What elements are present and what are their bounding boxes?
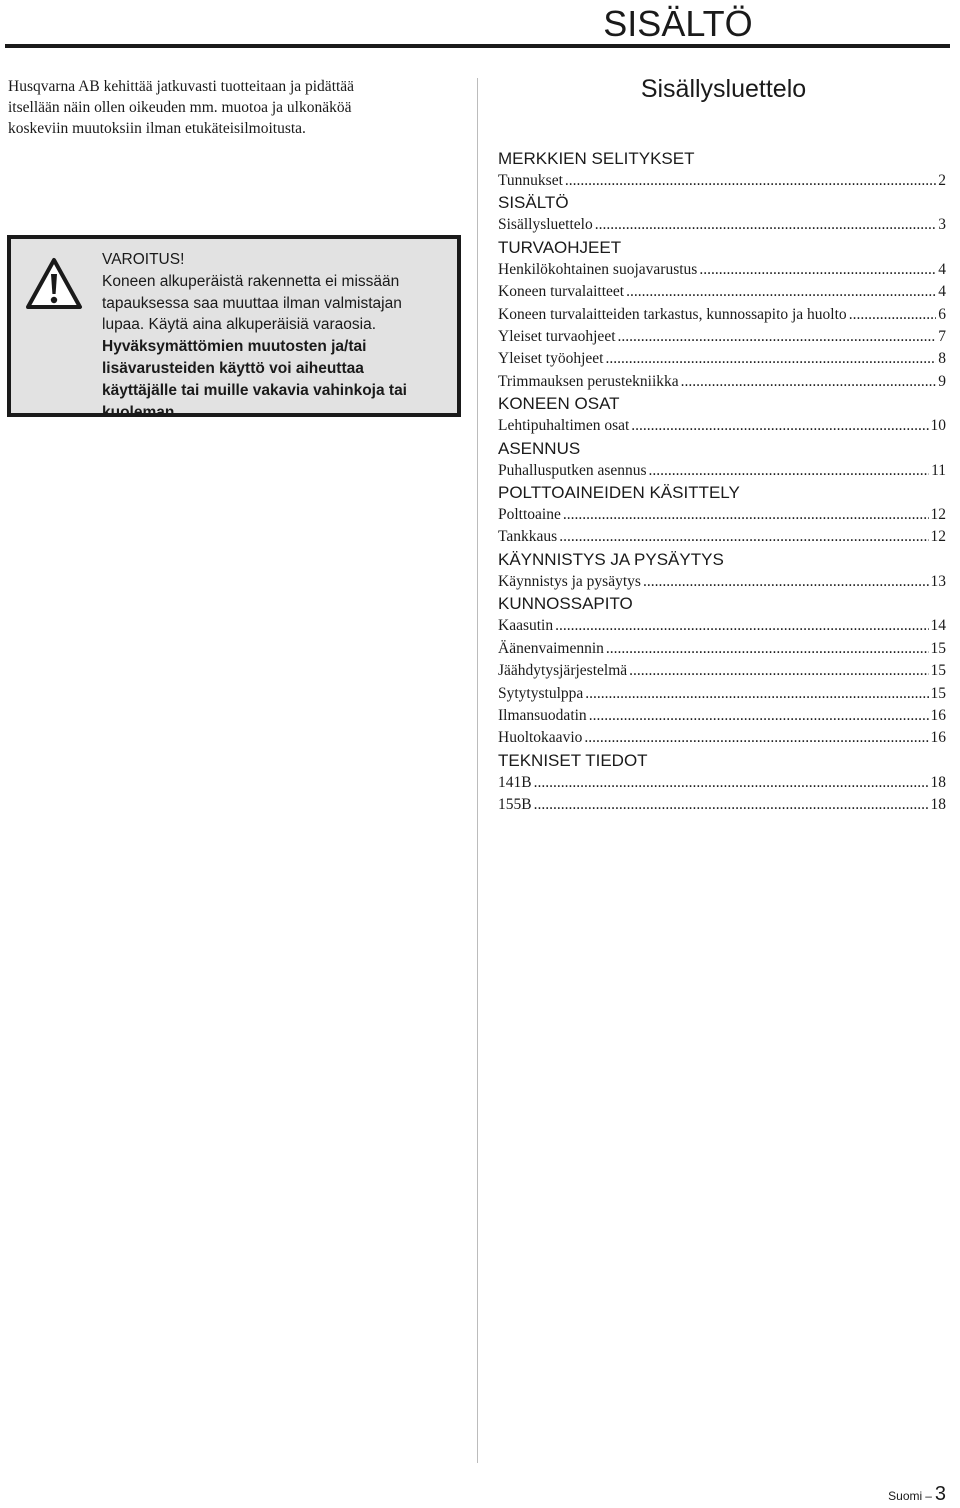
toc-leader-dots: [606, 638, 929, 660]
toc-entry-title: Puhallusputken asennus: [498, 461, 647, 479]
footer-separator: –: [925, 1489, 932, 1503]
toc-section-title: KONEEN OSAT: [498, 394, 620, 414]
warning-line: käyttäjälle tai muille vakavia vahinkoja tai: [102, 381, 407, 399]
toc-leader-dots: [643, 571, 929, 593]
warning-triangle-icon: [25, 257, 83, 311]
header-rule: [5, 44, 950, 48]
toc-entry-title: Tankkaus: [498, 528, 558, 546]
toc-entry[interactable]: [498, 727, 946, 749]
warning-line: Hyväksymättömien muutosten ja/tai: [102, 338, 367, 356]
toc-entry-title: Tunnukset: [498, 172, 563, 189]
toc-leader-dots: [605, 348, 936, 370]
toc-leader-dots: [699, 259, 936, 281]
toc-leader-dots: [681, 371, 937, 393]
toc-entry[interactable]: [498, 638, 946, 660]
toc-entry-title: Yleiset työohjeet: [498, 350, 604, 368]
warning-text: [102, 249, 454, 423]
toc-entry[interactable]: [498, 615, 946, 637]
toc-section-title: MERKKIEN SELITYKSET: [498, 149, 695, 168]
toc-entry[interactable]: [498, 683, 946, 705]
toc-entry[interactable]: [498, 281, 946, 303]
toc-entry-title: Jäähdytysjärjestelmä: [498, 662, 628, 680]
toc-page-number: 7: [938, 328, 946, 346]
warning-line: lupaa. Käytä aina alkuperäisiä varaosia.: [102, 316, 377, 334]
toc-page-number: 18: [930, 773, 946, 791]
toc-page-number: 16: [930, 729, 946, 747]
toc-leader-dots: [559, 526, 928, 548]
page-title-text: SISÄLTÖ: [603, 3, 753, 44]
intro-line: koskeviin muutoksiin ilman etukäteisilmoitusta.: [8, 120, 306, 137]
toc-page-number: 12: [930, 528, 946, 546]
toc-page-number: 16: [930, 706, 946, 724]
toc-entry[interactable]: [498, 705, 946, 727]
toc-entry[interactable]: [498, 571, 946, 593]
page-number: 3: [934, 1483, 946, 1505]
intro-line: itsellään näin ollen oikeuden mm. muotoa ja ulkonäköä: [8, 99, 352, 116]
toc-page-number: 13: [930, 572, 946, 590]
toc-entry-title: Käynnistys ja pysäytys: [498, 572, 641, 590]
toc-entry[interactable]: [498, 326, 946, 348]
toc-page-number: 4: [938, 283, 946, 301]
toc-leader-dots: [534, 772, 929, 794]
toc-page-number: 15: [930, 639, 946, 657]
toc-entry-title: 155B: [498, 796, 532, 814]
toc-leader-dots: [584, 727, 928, 749]
toc-section-title: KÄYNNISTYS JA PYSÄYTYS: [498, 549, 724, 569]
toc-entry[interactable]: [498, 371, 946, 393]
toc-entry-title: Sisällysluettelo: [498, 216, 593, 234]
toc-entry[interactable]: [498, 460, 946, 482]
toc-entry-title: Trimmauksen perustekniikka: [498, 372, 679, 390]
toc-page-number: 15: [930, 684, 946, 702]
toc-leader-dots: [631, 415, 928, 437]
page-footer: [888, 1483, 946, 1506]
toc-entry-title: Koneen turvalaitteiden tarkastus, kunnossapito ja huolto: [498, 305, 847, 323]
toc-page-number: 8: [938, 350, 946, 368]
toc-page-number: 9: [938, 372, 946, 390]
toc-entry[interactable]: [498, 794, 946, 816]
warning-label: VAROITUS!: [102, 251, 185, 268]
toc-page-number: 10: [930, 417, 946, 435]
toc-entry-title: Äänenvaimennin: [498, 639, 604, 657]
toc-page-number: 2: [938, 172, 946, 189]
toc-leader-dots: [563, 504, 929, 526]
toc-entry[interactable]: [498, 170, 946, 192]
toc-section-title: TEKNISET TIEDOT: [498, 750, 648, 770]
toc-section-title: SISÄLTÖ: [498, 193, 569, 213]
toc-entry[interactable]: [498, 660, 946, 682]
toc-page-number: 4: [938, 260, 946, 278]
warning-line: lisävarusteiden käyttö voi aiheuttaa: [102, 359, 364, 377]
intro-line: Husqvarna AB kehittää jatkuvasti tuotteitaan ja pidättää: [8, 78, 355, 95]
toc-entry-title: Lehtipuhaltimen osat: [498, 417, 630, 435]
toc-entry[interactable]: [498, 259, 946, 281]
toc-page-number: 11: [931, 461, 946, 479]
toc-entry-title: Henkilökohtainen suojavarustus: [498, 260, 698, 278]
toc-leader-dots: [585, 683, 928, 705]
toc-entry[interactable]: [498, 772, 946, 794]
toc-entry-title: Sytytystulppa: [498, 684, 584, 702]
toc-heading: Sisällysluettelo: [640, 75, 807, 103]
toc-leader-dots: [534, 794, 929, 816]
toc-entry-title: 141B: [498, 773, 532, 791]
toc-entry-title: Huoltokaavio: [498, 729, 583, 747]
toc-page-number: 12: [930, 506, 946, 524]
toc-leader-dots: [649, 460, 930, 482]
toc-entry[interactable]: [498, 415, 946, 437]
toc-entry[interactable]: [498, 504, 946, 526]
toc-entry-title: Yleiset turvaohjeet: [498, 328, 616, 346]
toc-page-number: 6: [938, 305, 946, 323]
toc-entry-title: Koneen turvalaitteet: [498, 283, 625, 301]
warning-line: kuoleman.: [102, 403, 179, 421]
toc-entry-title: Ilmansuodatin: [498, 706, 587, 724]
toc-section-title: POLTTOAINEIDEN KÄSITTELY: [498, 483, 740, 503]
toc-leader-dots: [589, 705, 929, 727]
toc-entry[interactable]: [498, 304, 946, 326]
toc-page-number: 15: [930, 662, 946, 680]
intro-paragraph: [8, 76, 448, 139]
toc-leader-dots: [849, 304, 937, 326]
toc-section-title: TURVAOHJEET: [498, 237, 622, 257]
toc-leader-dots: [555, 615, 928, 637]
warning-line: tapauksessa saa muuttaa ilman valmistajan: [102, 294, 402, 312]
toc-leader-dots: [595, 214, 937, 236]
toc-leader-dots: [626, 281, 936, 303]
toc-section-title: ASENNUS: [498, 438, 581, 458]
toc-page-number: 14: [930, 617, 946, 635]
toc-page-number: 18: [930, 796, 946, 814]
toc-entry[interactable]: [498, 348, 946, 370]
footer-language: Suomi: [888, 1489, 923, 1503]
toc-entry-title: Kaasutin: [498, 617, 554, 635]
table-of-contents: [498, 148, 946, 817]
toc-entry[interactable]: [498, 214, 946, 236]
toc-leader-dots: [618, 326, 937, 348]
toc-page-number: 3: [938, 216, 946, 234]
warning-box: [7, 235, 461, 421]
toc-entry[interactable]: [498, 526, 946, 548]
toc-section-title: KUNNOSSAPITO: [498, 594, 633, 614]
toc-entry-title: Polttoaine: [498, 506, 561, 524]
toc-leader-dots: [629, 660, 928, 682]
toc-leader-dots: [565, 170, 936, 192]
column-divider: [477, 78, 478, 1463]
warning-line: Koneen alkuperäistä rakennetta ei missään: [102, 272, 400, 290]
page-title: [0, 2, 952, 46]
